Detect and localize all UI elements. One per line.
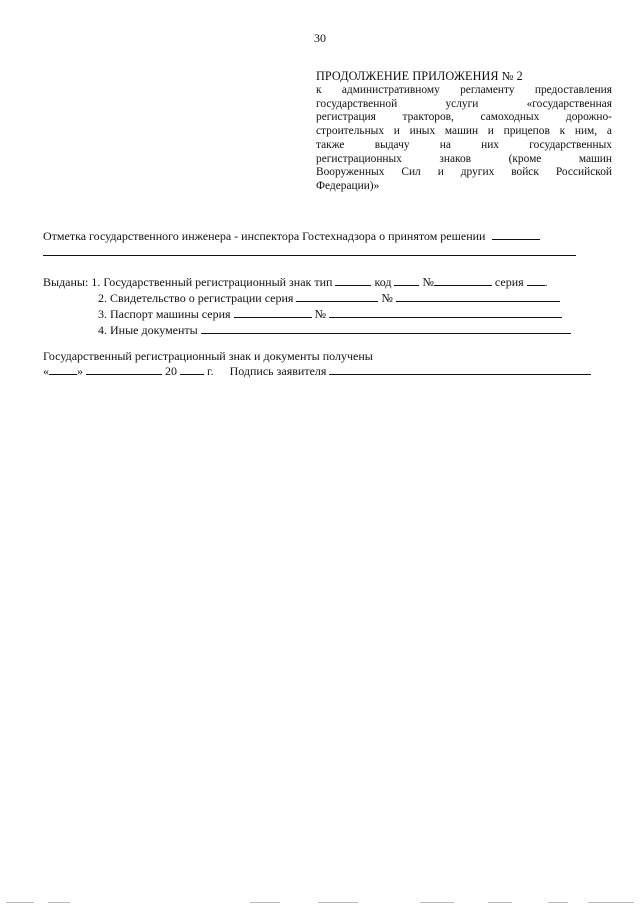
item3-number-label: № bbox=[314, 307, 327, 321]
signature-label: Подпись заявителя bbox=[229, 364, 327, 378]
appendix-line bbox=[316, 111, 612, 125]
appendix-word: самоходных bbox=[480, 111, 540, 124]
appendix-word: «государственная bbox=[526, 97, 612, 110]
item2-text: 2. Свидетельство о регистрации серия bbox=[98, 291, 294, 305]
inspector-mark-label: Отметка государственного инженера - инспектора Гостехнадзора о принятом решении bbox=[43, 229, 486, 243]
appendix-word: (кроме bbox=[508, 152, 542, 165]
appendix-word: Вооруженных bbox=[316, 166, 385, 179]
appendix-line bbox=[316, 125, 612, 139]
issued-item-2 bbox=[98, 291, 560, 305]
scan-mark bbox=[250, 902, 280, 903]
plate-series-field[interactable] bbox=[527, 275, 545, 286]
year-field[interactable] bbox=[180, 364, 204, 375]
appendix-line bbox=[316, 153, 612, 167]
inspector-mark-line[interactable] bbox=[43, 255, 576, 256]
inspector-mark-row bbox=[43, 229, 540, 243]
issued-item-4 bbox=[98, 323, 571, 337]
appendix-word: выдачу bbox=[374, 138, 410, 151]
item2-number-label: № bbox=[381, 291, 393, 305]
appendix-word: регламенту bbox=[460, 84, 515, 96]
appendix-line bbox=[316, 84, 612, 98]
appendix-title: ПРОДОЛЖЕНИЕ ПРИЛОЖЕНИЯ № 2 bbox=[316, 69, 523, 83]
appendix-word: Федерации)» bbox=[316, 179, 380, 192]
appendix-line bbox=[316, 139, 612, 153]
plate-type-field[interactable] bbox=[335, 275, 371, 286]
appendix-word: услуги bbox=[445, 97, 479, 110]
appendix-word: к bbox=[316, 84, 322, 96]
appendix-word: прицепов bbox=[503, 125, 550, 138]
issued-label: Выданы: bbox=[43, 275, 89, 289]
date-signature-row bbox=[43, 364, 591, 378]
quote-close: » bbox=[77, 364, 83, 378]
item4-text: 4. Иные документы bbox=[98, 323, 198, 337]
passport-number-field[interactable] bbox=[329, 307, 562, 318]
year-prefix: 20 bbox=[165, 364, 177, 378]
certificate-series-field[interactable] bbox=[296, 291, 378, 302]
appendix-word: и bbox=[437, 166, 444, 179]
appendix-word: предоставления bbox=[534, 84, 612, 96]
issued-item-1 bbox=[43, 275, 548, 289]
appendix-word: а bbox=[606, 125, 612, 138]
plate-code-field[interactable] bbox=[394, 275, 419, 286]
inspector-mark-field[interactable] bbox=[492, 229, 540, 240]
appendix-word: регистрация bbox=[316, 111, 376, 124]
appendix-word: и bbox=[487, 125, 494, 138]
appendix-word: машин bbox=[578, 152, 612, 165]
item1-end: . bbox=[544, 275, 548, 289]
scan-mark bbox=[318, 902, 358, 903]
scan-mark bbox=[488, 902, 512, 903]
page-number: 30 bbox=[314, 31, 326, 45]
scan-mark bbox=[6, 902, 34, 903]
appendix-word: тракторов, bbox=[402, 111, 454, 124]
appendix-word: других bbox=[460, 166, 495, 179]
scan-mark bbox=[48, 902, 70, 903]
appendix-word: к bbox=[559, 125, 566, 138]
passport-series-field[interactable] bbox=[234, 307, 312, 318]
appendix-line bbox=[316, 98, 612, 112]
appendix-word: административному bbox=[341, 84, 440, 96]
appendix-word: Сил bbox=[401, 166, 421, 179]
appendix-subtitle bbox=[316, 84, 612, 194]
year-suffix: г. bbox=[207, 364, 214, 378]
appendix-line bbox=[316, 180, 612, 194]
appendix-word: государственных bbox=[529, 138, 612, 151]
received-statement: Государственный регистрационный знак и документы получены bbox=[43, 349, 373, 363]
day-field[interactable] bbox=[49, 364, 77, 375]
item1-text: 1. Государственный регистрационный знак тип bbox=[91, 275, 333, 289]
appendix-word: машин bbox=[444, 125, 479, 138]
plate-number-field[interactable] bbox=[434, 275, 492, 286]
appendix-word: дорожно- bbox=[565, 111, 612, 124]
scan-mark bbox=[420, 902, 454, 903]
appendix-word: них bbox=[481, 138, 499, 151]
quote-open: « bbox=[43, 364, 49, 378]
appendix-word: государственной bbox=[316, 97, 398, 110]
scan-mark bbox=[588, 902, 634, 903]
item3-text: 3. Паспорт машины серия bbox=[98, 307, 231, 321]
appendix-line bbox=[316, 166, 612, 180]
item1-kod-label: код bbox=[374, 275, 392, 289]
appendix-word: на bbox=[439, 138, 451, 151]
appendix-word: регистрационных bbox=[316, 152, 402, 165]
other-documents-field[interactable] bbox=[201, 323, 571, 334]
issued-item-3 bbox=[98, 307, 562, 321]
appendix-word: строительных bbox=[316, 125, 385, 138]
appendix-word: ним, bbox=[574, 125, 598, 138]
item1-number-label: № bbox=[422, 275, 434, 289]
appendix-word: и bbox=[393, 125, 400, 138]
item1-series-label: серия bbox=[494, 275, 524, 289]
scan-mark bbox=[548, 902, 568, 903]
appendix-word: иных bbox=[409, 125, 436, 138]
applicant-signature-field[interactable] bbox=[329, 364, 591, 375]
month-field[interactable] bbox=[86, 364, 162, 375]
appendix-word: Российской bbox=[555, 166, 612, 179]
appendix-word: знаков bbox=[439, 152, 472, 165]
appendix-word: также bbox=[316, 138, 345, 151]
appendix-word: войск bbox=[511, 166, 539, 179]
certificate-number-field[interactable] bbox=[396, 291, 560, 302]
